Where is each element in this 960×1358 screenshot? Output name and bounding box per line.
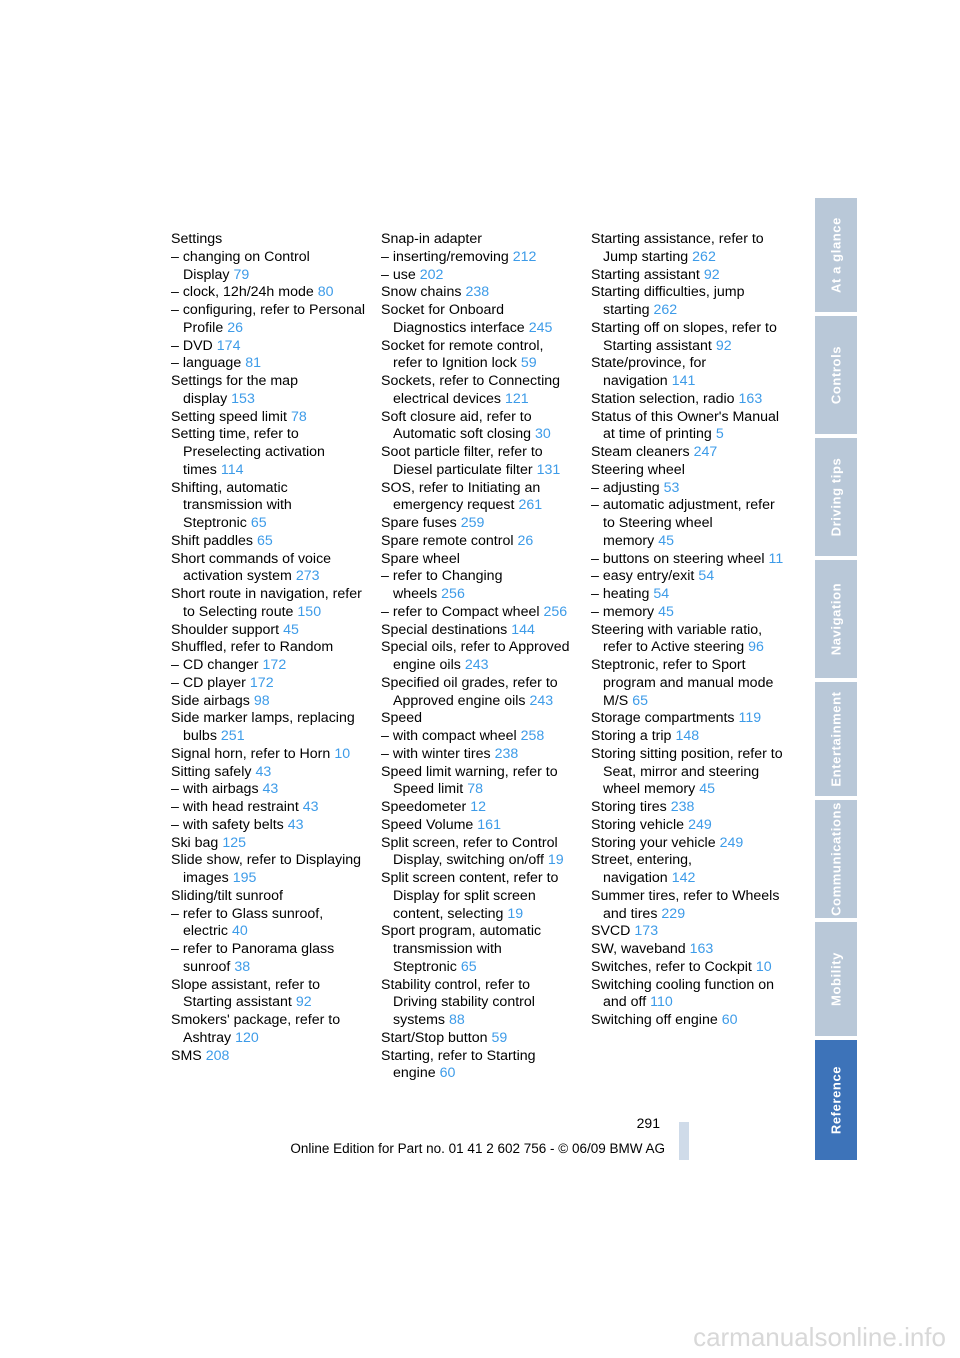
page-link[interactable]: 212 <box>512 248 537 265</box>
index-entry <box>171 852 366 888</box>
sidebar-tab-label: Mobility <box>828 952 844 1006</box>
sidebar-tab-label: At a glance <box>828 217 844 293</box>
page-link[interactable]: 65 <box>632 692 649 709</box>
page-link[interactable]: 256 <box>441 586 465 602</box>
index-entry-text: – language <box>171 355 242 372</box>
page-link[interactable]: 172 <box>262 657 287 673</box>
index-entry <box>171 355 366 373</box>
index-entry-text: Setting speed limit <box>171 408 287 425</box>
index-entry <box>171 693 366 711</box>
section-sidebar <box>815 198 857 1160</box>
page-link[interactable]: 238 <box>465 284 490 301</box>
index-entry-text: Sport program, automatic transmission with Steptronic <box>381 923 542 975</box>
index-entry <box>591 1012 786 1030</box>
index-entry-text: – configuring, refer to Personal Profile <box>171 302 366 336</box>
index-entry-text: – changing on Control Display <box>171 248 310 283</box>
index-entry <box>591 941 786 959</box>
index-entry-text: Steering wheel <box>591 461 685 478</box>
page-link[interactable]: 43 <box>262 781 279 798</box>
page-link[interactable]: 54 <box>698 568 715 585</box>
index-entry <box>381 604 576 622</box>
index-entry <box>381 675 576 711</box>
page-link[interactable]: 80 <box>317 284 334 301</box>
page-link[interactable]: 53 <box>663 479 680 496</box>
page-link[interactable]: 262 <box>692 248 716 265</box>
page-link[interactable]: 208 <box>205 1047 230 1064</box>
index-entry <box>171 586 366 622</box>
index-entry <box>171 977 366 1013</box>
index-entry <box>591 835 786 853</box>
page-link[interactable]: 119 <box>738 710 762 727</box>
index-entry <box>591 852 786 888</box>
index-entry-text: – heating <box>591 586 650 602</box>
page-link[interactable]: 26 <box>517 532 534 549</box>
page-link[interactable]: 79 <box>233 266 250 283</box>
page-link[interactable]: 173 <box>634 923 659 940</box>
page-link[interactable]: 81 <box>245 355 261 372</box>
page-link[interactable]: 26 <box>227 319 243 336</box>
index-entry <box>381 835 576 871</box>
index-entry-text: Starting assistance, refer to Jump starting <box>591 231 764 265</box>
index-entry-text: SMS <box>171 1047 202 1064</box>
sidebar-tab-label: Entertainment <box>828 691 844 787</box>
index-entry <box>381 409 576 445</box>
page-link[interactable]: 249 <box>688 816 712 833</box>
sidebar-tab-at-a-glance[interactable] <box>815 198 857 312</box>
index-entry <box>381 568 576 604</box>
index-entry <box>381 1030 576 1048</box>
page-link[interactable]: 59 <box>520 355 537 372</box>
index-entry <box>591 551 786 569</box>
page-link[interactable]: 121 <box>505 390 529 407</box>
page-link[interactable]: 60 <box>721 1012 738 1028</box>
page-link[interactable]: 54 <box>653 586 670 602</box>
index-entry-text: Storing sitting position, refer to Seat, mirror and steering wheel memory <box>591 745 783 798</box>
index-entry-text: Split screen content, refer to Display for split screen content, selecting <box>381 870 559 922</box>
index-entry-text: Spare remote control <box>381 532 514 549</box>
index-entry <box>171 533 366 551</box>
page-link[interactable]: 148 <box>675 728 700 744</box>
index-entry <box>591 728 786 746</box>
page-link[interactable]: 45 <box>658 532 675 549</box>
index-entry-text: Starting, refer to Starting engine <box>381 1047 536 1082</box>
index-entry-text: Slope assistant, refer to Starting assistant <box>171 976 321 1011</box>
page-link[interactable]: 243 <box>464 657 489 673</box>
page-link[interactable]: 163 <box>738 390 763 407</box>
index-entry-text: SOS, refer to Initiating an emergency request <box>381 479 541 514</box>
index-entry-text: Short commands of voice activation system <box>171 550 332 585</box>
index-entry <box>171 409 366 427</box>
index-entry-text: – clock, 12h/24h mode <box>171 284 314 301</box>
index-entry-text: – inserting/removing <box>381 248 509 265</box>
index-entry <box>171 480 366 533</box>
index-entry <box>591 568 786 586</box>
page-link[interactable]: 12 <box>470 799 486 815</box>
page-link[interactable]: 273 <box>295 568 320 585</box>
page-link[interactable]: 45 <box>699 781 716 798</box>
index-entry <box>591 462 786 480</box>
page-link[interactable]: 30 <box>535 426 551 443</box>
index-entry <box>381 870 576 923</box>
sidebar-tab-label: Controls <box>828 345 844 405</box>
page-link[interactable]: 256 <box>543 603 568 620</box>
sidebar-tab-label: Reference <box>828 1065 844 1135</box>
index-entry <box>591 480 786 498</box>
index-entry <box>591 284 786 320</box>
index-entry-text: Spare wheel <box>381 550 460 567</box>
page-link[interactable]: 144 <box>511 621 535 638</box>
page-link[interactable]: 261 <box>518 497 543 514</box>
page-link[interactable]: 88 <box>449 1012 465 1028</box>
page-link[interactable]: 120 <box>235 1029 259 1046</box>
sidebar-tab-label: Communications <box>828 802 844 916</box>
page-number: 291 <box>636 1115 660 1131</box>
index-entry-text: Snap-in adapter <box>381 231 482 247</box>
index-entry <box>171 906 366 942</box>
index-entry <box>171 338 366 356</box>
index-entry <box>381 746 576 764</box>
page-link[interactable]: 259 <box>460 515 485 531</box>
index-entry-text: SW, waveband <box>591 941 686 957</box>
index-entry <box>591 604 786 622</box>
index-entry <box>591 923 786 941</box>
index-entry <box>591 799 786 817</box>
page-link[interactable]: 65 <box>257 532 273 549</box>
page-link[interactable]: 10 <box>755 958 772 975</box>
index-entry-text: Setting time, refer to Preselecting activation times <box>171 426 325 478</box>
index-entry-text: Shifting, automatic transmission with Steptronic <box>171 479 292 531</box>
index-column-3 <box>591 231 786 1030</box>
index-entry-text: State/province, for navigation <box>591 355 707 389</box>
index-entry-text: Shoulder support <box>171 621 280 638</box>
index-entry <box>171 657 366 675</box>
index-entry-text: Shuffled, refer to Random <box>171 639 334 656</box>
index-entry-text: – with winter tires <box>381 745 491 762</box>
index-entry <box>381 799 576 817</box>
index-entry <box>591 888 786 924</box>
index-entry-text: Status of this Owner's Manual at time of printing <box>591 408 780 443</box>
index-entry-text: – memory <box>591 603 655 620</box>
index-entry <box>591 444 786 462</box>
index-entry-text: Sliding/tilt sunroof <box>171 887 283 904</box>
index-entry-text: Specified oil grades, refer to Approved engine oils <box>381 674 558 709</box>
index-entry-text: – DVD <box>171 337 213 354</box>
index-column-2 <box>381 231 576 1083</box>
index-entry-text: Storing a trip <box>591 728 672 744</box>
page-link[interactable]: 60 <box>439 1065 456 1082</box>
index-entry-text: Side airbags <box>171 692 250 709</box>
page-link[interactable]: 262 <box>653 302 678 318</box>
page-link[interactable]: 10 <box>334 745 351 762</box>
index-entry <box>171 639 366 657</box>
index-entry-text: Summer tires, refer to Wheels and tires <box>591 887 780 922</box>
index-entry <box>171 781 366 799</box>
index-entry-text: Starting difficulties, jump starting <box>591 284 745 318</box>
index-entry-text: Slide show, refer to Displaying images <box>171 852 362 886</box>
sidebar-tab-entertainment[interactable] <box>815 682 857 796</box>
index-entry <box>171 284 366 302</box>
index-entry-text: Sockets, refer to Connecting electrical devices <box>381 373 561 407</box>
index-entry-text: Settings <box>171 231 223 247</box>
page-link[interactable]: 249 <box>719 834 744 851</box>
index-entry-text: Snow chains <box>381 284 462 301</box>
page-link[interactable]: 43 <box>255 763 272 780</box>
index-entry-text: Stability control, refer to Driving stability control systems <box>381 976 535 1028</box>
index-entry <box>591 355 786 391</box>
index-entry <box>381 249 576 267</box>
index-entry-text: Speedometer <box>381 799 467 815</box>
index-entry-text: Special oils, refer to Approved engine oils <box>381 639 570 673</box>
index-entry <box>381 622 576 640</box>
index-entry-text: Start/Stop button <box>381 1029 488 1046</box>
index-entry <box>381 710 576 728</box>
index-entry <box>171 835 366 853</box>
index-entry <box>171 888 366 906</box>
index-entry-text: – automatic adjustment, refer to Steering wheel memory <box>591 497 775 549</box>
page-link[interactable]: 172 <box>249 674 274 691</box>
index-entry <box>381 373 576 409</box>
page-link[interactable]: 92 <box>295 994 312 1011</box>
index-entry <box>591 586 786 604</box>
index-entry-text: Steam cleaners <box>591 444 690 460</box>
index-entry-text: Speed <box>381 710 423 727</box>
sidebar-tab-mobility[interactable] <box>815 922 857 1036</box>
index-entry-text: Storing tires <box>591 799 667 815</box>
index-entry <box>381 1048 576 1084</box>
page-link[interactable]: 92 <box>715 337 732 354</box>
page-link[interactable]: 65 <box>250 515 267 531</box>
index-entry <box>381 480 576 516</box>
sidebar-tab-driving-tips[interactable] <box>815 438 857 556</box>
index-entry <box>171 799 366 817</box>
index-entry <box>591 657 786 710</box>
page-link[interactable]: 238 <box>670 799 695 815</box>
index-entry <box>171 622 366 640</box>
index-entry-text: Smokers' package, refer to Ashtray <box>171 1012 341 1046</box>
index-entry-text: – refer to Compact wheel <box>381 603 540 620</box>
page-link[interactable]: 98 <box>253 692 270 709</box>
page-link[interactable]: 238 <box>494 745 519 762</box>
page-link[interactable]: 202 <box>419 266 444 283</box>
index-entry <box>591 959 786 977</box>
index-entry-text: Speed limit warning, refer to Speed limit <box>381 763 558 798</box>
index-entry <box>591 267 786 285</box>
index-entry-text: – refer to Panorama glass sunroof <box>171 941 335 975</box>
index-entry-text: Special destinations <box>381 621 508 638</box>
index-entry-text: Signal horn, refer to Horn <box>171 745 331 762</box>
index-entry-text: Split screen, refer to Control Display, switching on/off <box>381 834 558 869</box>
index-column-1 <box>171 231 366 1065</box>
index-entry-text: – easy entry/exit <box>591 568 695 585</box>
index-entry-text: Soot particle filter, refer to Diesel particulate filter <box>381 444 543 478</box>
index-entry <box>381 639 576 675</box>
page-link[interactable]: 40 <box>231 923 248 940</box>
page-link[interactable]: 161 <box>477 816 501 833</box>
page-link[interactable]: 78 <box>290 408 307 425</box>
footer-text: Online Edition for Part no. 01 41 2 602 756 - © 06/09 BMW AG <box>290 1141 665 1156</box>
index-entry <box>381 977 576 1030</box>
page-link[interactable]: 45 <box>658 603 674 620</box>
index-entry <box>171 231 366 249</box>
index-entry <box>171 1012 366 1048</box>
index-entry-text: Storing vehicle <box>591 816 685 833</box>
index-entry <box>381 231 576 249</box>
page-link[interactable]: 11 <box>768 550 784 567</box>
page-link[interactable]: 96 <box>748 639 764 656</box>
index-entry <box>591 409 786 445</box>
page-link[interactable]: 153 <box>231 390 255 407</box>
page-link[interactable]: 195 <box>232 870 257 886</box>
page-link[interactable]: 59 <box>491 1029 508 1046</box>
index-entry-text: – with head restraint <box>171 799 299 815</box>
index-entry <box>381 338 576 374</box>
page-link[interactable]: 243 <box>529 692 554 709</box>
index-entry-text: Soft closure aid, refer to Automatic soft closing <box>381 408 532 443</box>
index-entry <box>381 764 576 800</box>
index-entry <box>171 817 366 835</box>
index-entry <box>171 710 366 746</box>
index-entry-text: Storing your vehicle <box>591 834 716 851</box>
index-entry-text: – adjusting <box>591 479 660 496</box>
index-entry <box>591 710 786 728</box>
page-link[interactable]: 258 <box>520 728 545 744</box>
index-entry <box>591 497 786 550</box>
sidebar-tab-reference[interactable] <box>815 1040 857 1160</box>
index-entry <box>591 977 786 1013</box>
index-entry <box>591 817 786 835</box>
index-entry <box>171 551 366 587</box>
sidebar-tab-controls[interactable] <box>815 316 857 434</box>
page-link[interactable]: 38 <box>234 958 251 975</box>
index-entry <box>591 746 786 799</box>
index-entry-text: Sitting safely <box>171 763 252 780</box>
index-entry <box>381 728 576 746</box>
index-entry-text: Shift paddles <box>171 532 254 549</box>
page-link[interactable]: 245 <box>528 319 553 336</box>
page-link[interactable]: 5 <box>715 426 724 443</box>
index-entry-text: Steptronic, refer to Sport program and manual mode M/S <box>591 657 774 709</box>
index-entry-text: Socket for remote control, refer to Ignition lock <box>381 337 544 372</box>
index-entry-text: Switches, refer to Cockpit <box>591 958 752 975</box>
page-link[interactable]: 163 <box>689 941 714 957</box>
footer-bar <box>679 1122 689 1160</box>
index-entry-text: Starting assistant <box>591 266 700 283</box>
index-entry <box>591 622 786 658</box>
page-link[interactable]: 229 <box>661 905 686 922</box>
page-link[interactable]: 247 <box>693 444 718 460</box>
index-entry <box>171 675 366 693</box>
index-entry-text: – with safety belts <box>171 816 284 833</box>
index-entry <box>381 267 576 285</box>
index-entry-text: – CD player <box>171 674 246 691</box>
sidebar-tab-label: Navigation <box>828 582 844 656</box>
index-entry <box>381 923 576 976</box>
index-entry-text: Street, entering, navigation <box>591 852 692 886</box>
index-entry <box>171 426 366 479</box>
index-entry <box>171 764 366 782</box>
index-entry-text: Side marker lamps, replacing bulbs <box>171 710 355 744</box>
page-link[interactable]: 78 <box>467 781 483 798</box>
index-entry <box>171 302 366 338</box>
page-link[interactable]: 125 <box>222 834 246 851</box>
index-entry-text: Short route in navigation, refer to Selecting route <box>171 586 362 620</box>
index-entry <box>171 746 366 764</box>
page-link[interactable]: 19 <box>547 852 564 869</box>
page-link[interactable]: 43 <box>287 816 304 833</box>
index-entry <box>381 533 576 551</box>
index-entry <box>171 1048 366 1066</box>
page-link[interactable]: 251 <box>220 728 245 744</box>
index-entry-text: – CD changer <box>171 657 259 673</box>
page-link[interactable]: 19 <box>507 905 524 922</box>
index-entry-text: Steering with variable ratio, refer to Active steering <box>591 621 763 656</box>
index-entry <box>381 551 576 569</box>
index-entry <box>591 231 786 267</box>
page-link[interactable]: 114 <box>220 461 244 478</box>
sidebar-tab-label: Driving tips <box>828 457 844 537</box>
index-entry-text: Spare fuses <box>381 515 457 531</box>
index-entry-text: – with airbags <box>171 781 259 798</box>
index-entry <box>171 249 366 285</box>
index-entry-text: Socket for Onboard Diagnostics interface <box>381 302 525 336</box>
index-entry-text: Starting off on slopes, refer to Starting assistant <box>591 319 777 354</box>
page-link[interactable]: 45 <box>283 621 299 638</box>
page-link[interactable]: 141 <box>671 373 696 389</box>
index-entry <box>171 373 366 409</box>
index-entry-text: Switching off engine <box>591 1012 718 1028</box>
index-entry-text: Station selection, radio <box>591 390 735 407</box>
page-link[interactable]: 142 <box>671 870 696 886</box>
index-entry <box>381 817 576 835</box>
watermark: carmanualsonline.info <box>693 1322 946 1352</box>
index-entry-text: Switching cooling function on and off <box>591 976 774 1011</box>
index-entry-text: Ski bag <box>171 834 219 851</box>
index-entry <box>381 515 576 533</box>
index-entry-text: Speed Volume <box>381 816 474 833</box>
index-entry-text: – use <box>381 266 416 283</box>
index-entry <box>171 941 366 977</box>
index-entry <box>381 284 576 302</box>
index-entry-text: – refer to Glass sunroof, electric <box>171 905 324 940</box>
page-link[interactable]: 150 <box>297 603 322 620</box>
index-entry-text: Storage compartments <box>591 710 735 727</box>
page-link[interactable]: 110 <box>650 994 673 1011</box>
index-entry-text: – refer to Changing wheels <box>381 568 503 602</box>
page-link[interactable]: 43 <box>302 799 319 815</box>
sidebar-tab-navigation[interactable] <box>815 560 857 678</box>
index-entry <box>591 320 786 356</box>
index-entry-text: SVCD <box>591 923 631 940</box>
page-link[interactable]: 92 <box>703 266 720 283</box>
sidebar-tab-communications[interactable] <box>815 800 857 918</box>
index-entry <box>381 444 576 480</box>
page-link[interactable]: 65 <box>460 958 477 975</box>
index-entry-text: – buttons on steering wheel <box>591 550 765 567</box>
index-entry-text: Settings for the map display <box>171 373 298 407</box>
index-entry <box>381 302 576 338</box>
page-link[interactable]: 131 <box>536 461 561 478</box>
index-entry-text: – with compact wheel <box>381 728 517 744</box>
page-link[interactable]: 174 <box>216 337 241 354</box>
index-entry <box>591 391 786 409</box>
